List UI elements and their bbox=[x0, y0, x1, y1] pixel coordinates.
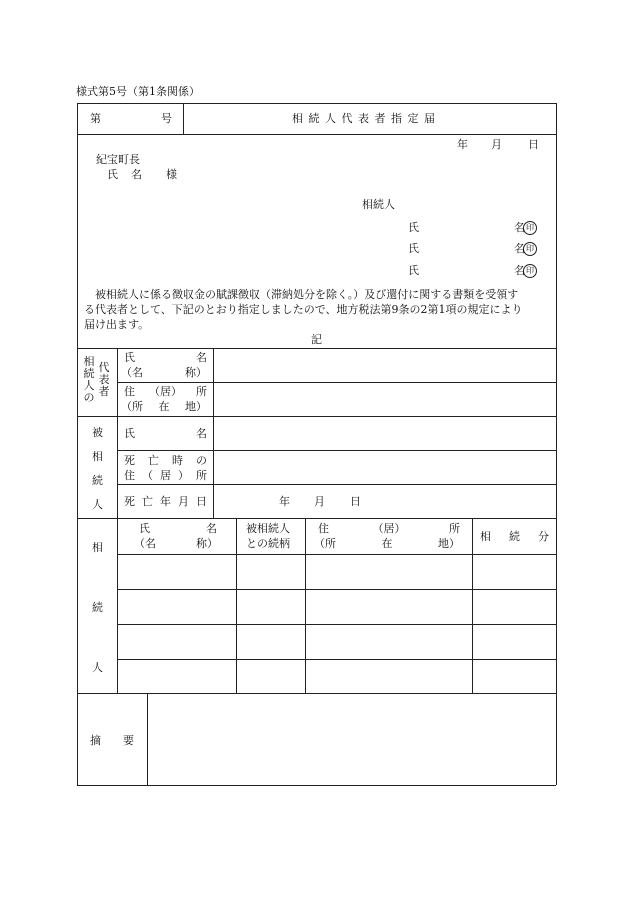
heir-row-4-address[interactable] bbox=[306, 660, 472, 693]
representative-name-label: 氏 名 bbox=[124, 351, 207, 364]
heirs-col-relation-1: 被相続人 bbox=[246, 522, 290, 535]
seal-icon: 印 bbox=[523, 221, 537, 235]
heir-row-2-address[interactable] bbox=[306, 590, 472, 624]
heir-row-3-address[interactable] bbox=[306, 625, 472, 659]
seal-icon: 印 bbox=[523, 264, 537, 278]
date-year: 年 bbox=[457, 138, 468, 151]
heirs-label: 相続人 bbox=[362, 198, 395, 211]
form-number: 様式第5号（第1条関係） bbox=[76, 85, 200, 98]
deceased-death-date-field[interactable] bbox=[214, 485, 556, 518]
representative-address-sub: （所 在 地） bbox=[121, 400, 207, 413]
heir-row-3-name[interactable] bbox=[118, 625, 236, 659]
heirs-col-share: 相 続 分 bbox=[480, 530, 549, 543]
heir-row-4-relation[interactable] bbox=[237, 660, 305, 693]
representative-group-label-col1: 相 続 人 の bbox=[83, 355, 95, 404]
seal-icon: 印 bbox=[523, 242, 537, 256]
deceased-death-date-label: 死 亡 年 月 日 bbox=[124, 495, 207, 508]
date-month: 月 bbox=[491, 138, 502, 151]
heir-row-4-name[interactable] bbox=[118, 660, 236, 693]
heir-name-left: 氏 bbox=[408, 242, 419, 255]
frame-left bbox=[77, 103, 78, 785]
representative-name-sub: （名 称） bbox=[121, 366, 207, 379]
representative-address-field[interactable] bbox=[214, 383, 556, 416]
death-date-month: 月 bbox=[314, 495, 325, 508]
remarks-field[interactable] bbox=[148, 694, 556, 785]
deceased-name-label: 氏 名 bbox=[124, 427, 207, 440]
heirs-col-name-sub: （名 称） bbox=[134, 537, 218, 550]
heirs-side-label: 続 bbox=[92, 601, 103, 614]
addressee-office: 紀宝町長 bbox=[96, 153, 140, 166]
date-day: 日 bbox=[528, 138, 539, 151]
representative-address-label: 住 （居） 所 bbox=[124, 385, 207, 398]
deceased-death-address-label-2: 住 （ 居 ） 所 bbox=[124, 469, 207, 482]
deceased-side-label: 相 bbox=[92, 450, 103, 463]
representative-group-label-col2: 代 表 者 bbox=[98, 361, 110, 398]
deceased-death-address-field[interactable] bbox=[214, 451, 556, 484]
remarks-label: 摘 要 bbox=[90, 734, 134, 747]
heir-row-1-relation[interactable] bbox=[237, 555, 305, 589]
representative-name-field[interactable] bbox=[214, 349, 556, 382]
heir-name-right: 名印 bbox=[514, 221, 537, 235]
ki-label: 記 bbox=[311, 333, 322, 346]
heir-row-1-address[interactable] bbox=[306, 555, 472, 589]
heir-row-2-name[interactable] bbox=[118, 590, 236, 624]
heirs-side-label: 相 bbox=[92, 541, 103, 554]
deceased-name-field[interactable] bbox=[214, 417, 556, 450]
heirs-col-address: 住 （居） 所 bbox=[318, 522, 460, 535]
body-line-1: 被相続人に係る徴収金の賦課徴収（滞納処分を除く。）及び還付に関する書類を受領す bbox=[95, 288, 519, 301]
body-line-3: 届け出ます。 bbox=[84, 318, 150, 331]
deceased-death-address-label-1: 死 亡 時 の bbox=[124, 454, 207, 467]
number-label-right: 号 bbox=[161, 112, 172, 125]
heir-row-3-relation[interactable] bbox=[237, 625, 305, 659]
heir-row-2-share[interactable] bbox=[473, 590, 556, 624]
heirs-col-address-sub: （所 在 地） bbox=[314, 537, 460, 550]
frame-top bbox=[77, 103, 556, 104]
heir-row-1-name[interactable] bbox=[118, 555, 236, 589]
deceased-side-label: 人 bbox=[92, 498, 103, 511]
heir-name-right: 名印 bbox=[514, 264, 537, 278]
heirs-col-name: 氏 名 bbox=[139, 522, 217, 535]
heirs-side-label: 人 bbox=[92, 661, 103, 674]
heir-name-left: 氏 bbox=[408, 221, 419, 234]
heir-row-1-share[interactable] bbox=[473, 555, 556, 589]
form-title: 相 続 人 代 表 者 指 定 届 bbox=[292, 112, 436, 125]
frame-bottom bbox=[77, 785, 556, 786]
number-label-left: 第 bbox=[90, 112, 101, 125]
death-date-year: 年 bbox=[279, 495, 290, 508]
addressee-honorific: 様 bbox=[166, 168, 177, 181]
heir-row-4-share[interactable] bbox=[473, 660, 556, 693]
body-line-2: る代表者として、下記のとおり指定しましたので、地方税法第9条の2第1項の規定により bbox=[84, 303, 523, 316]
addressee-name-label: 氏 名 bbox=[107, 168, 143, 181]
deceased-side-label: 被 bbox=[92, 426, 103, 439]
heir-name-right: 名印 bbox=[514, 242, 537, 256]
heir-name-left: 氏 bbox=[408, 264, 419, 277]
heir-row-3-share[interactable] bbox=[473, 625, 556, 659]
heirs-col-relation-2: との続柄 bbox=[246, 537, 290, 550]
frame-right bbox=[556, 103, 557, 785]
deceased-side-label: 続 bbox=[92, 474, 103, 487]
heir-row-2-relation[interactable] bbox=[237, 590, 305, 624]
death-date-day: 日 bbox=[350, 495, 361, 508]
